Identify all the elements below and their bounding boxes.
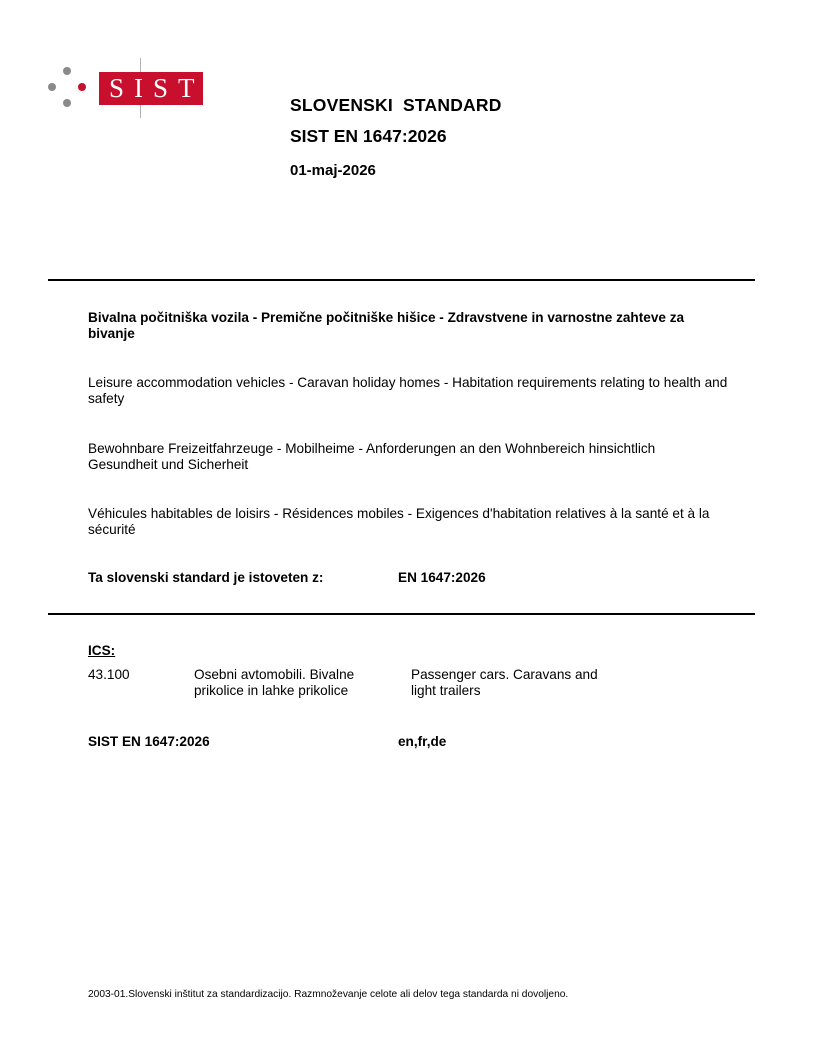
divider-bottom bbox=[48, 613, 755, 615]
standard-code: SIST EN 1647:2026 bbox=[290, 126, 447, 146]
logo-dots-icon bbox=[46, 66, 86, 110]
ics-description-english: Passenger cars. Caravans and light trailers bbox=[411, 667, 598, 698]
standard-type: SLOVENSKI STANDARD bbox=[290, 95, 502, 115]
ics-label: ICS: bbox=[88, 643, 116, 658]
title-french: Véhicules habitables de loisirs - Résidences mobiles - Exigences d'habitation relatives à la santé et à la sécurité bbox=[88, 506, 710, 537]
title-german: Bewohnbare Freizeitfahrzeuge - Mobilheime - Anforderungen an den Wohnbereich hinsichtlich Gesundheit und Sicherheit bbox=[88, 441, 656, 472]
copyright-notice: 2003-01.Slovenski inštitut za standardizacijo. Razmnoževanje celote ali delov tega standarda ni dovoljeno. bbox=[88, 989, 569, 1000]
ics-description-slovenian: Osebni avtomobili. Bivalne prikolice in lahke prikolice bbox=[194, 667, 355, 698]
title-slovenian: Bivalna počitniška vozila - Premične počitniške hišice - Zdravstvene in varnostne zahteve za bivanje bbox=[88, 310, 685, 341]
footer-languages: en,fr,de bbox=[398, 734, 447, 749]
footer-standard-code: SIST EN 1647:2026 bbox=[88, 734, 210, 749]
publication-date: 01-maj-2026 bbox=[290, 162, 376, 179]
title-english: Leisure accommodation vehicles - Caravan holiday homes - Habitation requirements relating to health and safety bbox=[88, 375, 728, 406]
divider-top bbox=[48, 279, 755, 281]
identical-label: Ta slovenski standard je istoveten z: bbox=[88, 570, 324, 585]
identical-value: EN 1647:2026 bbox=[398, 570, 486, 585]
sist-logo: SIST bbox=[99, 72, 203, 105]
ics-code: 43.100 bbox=[88, 667, 130, 682]
